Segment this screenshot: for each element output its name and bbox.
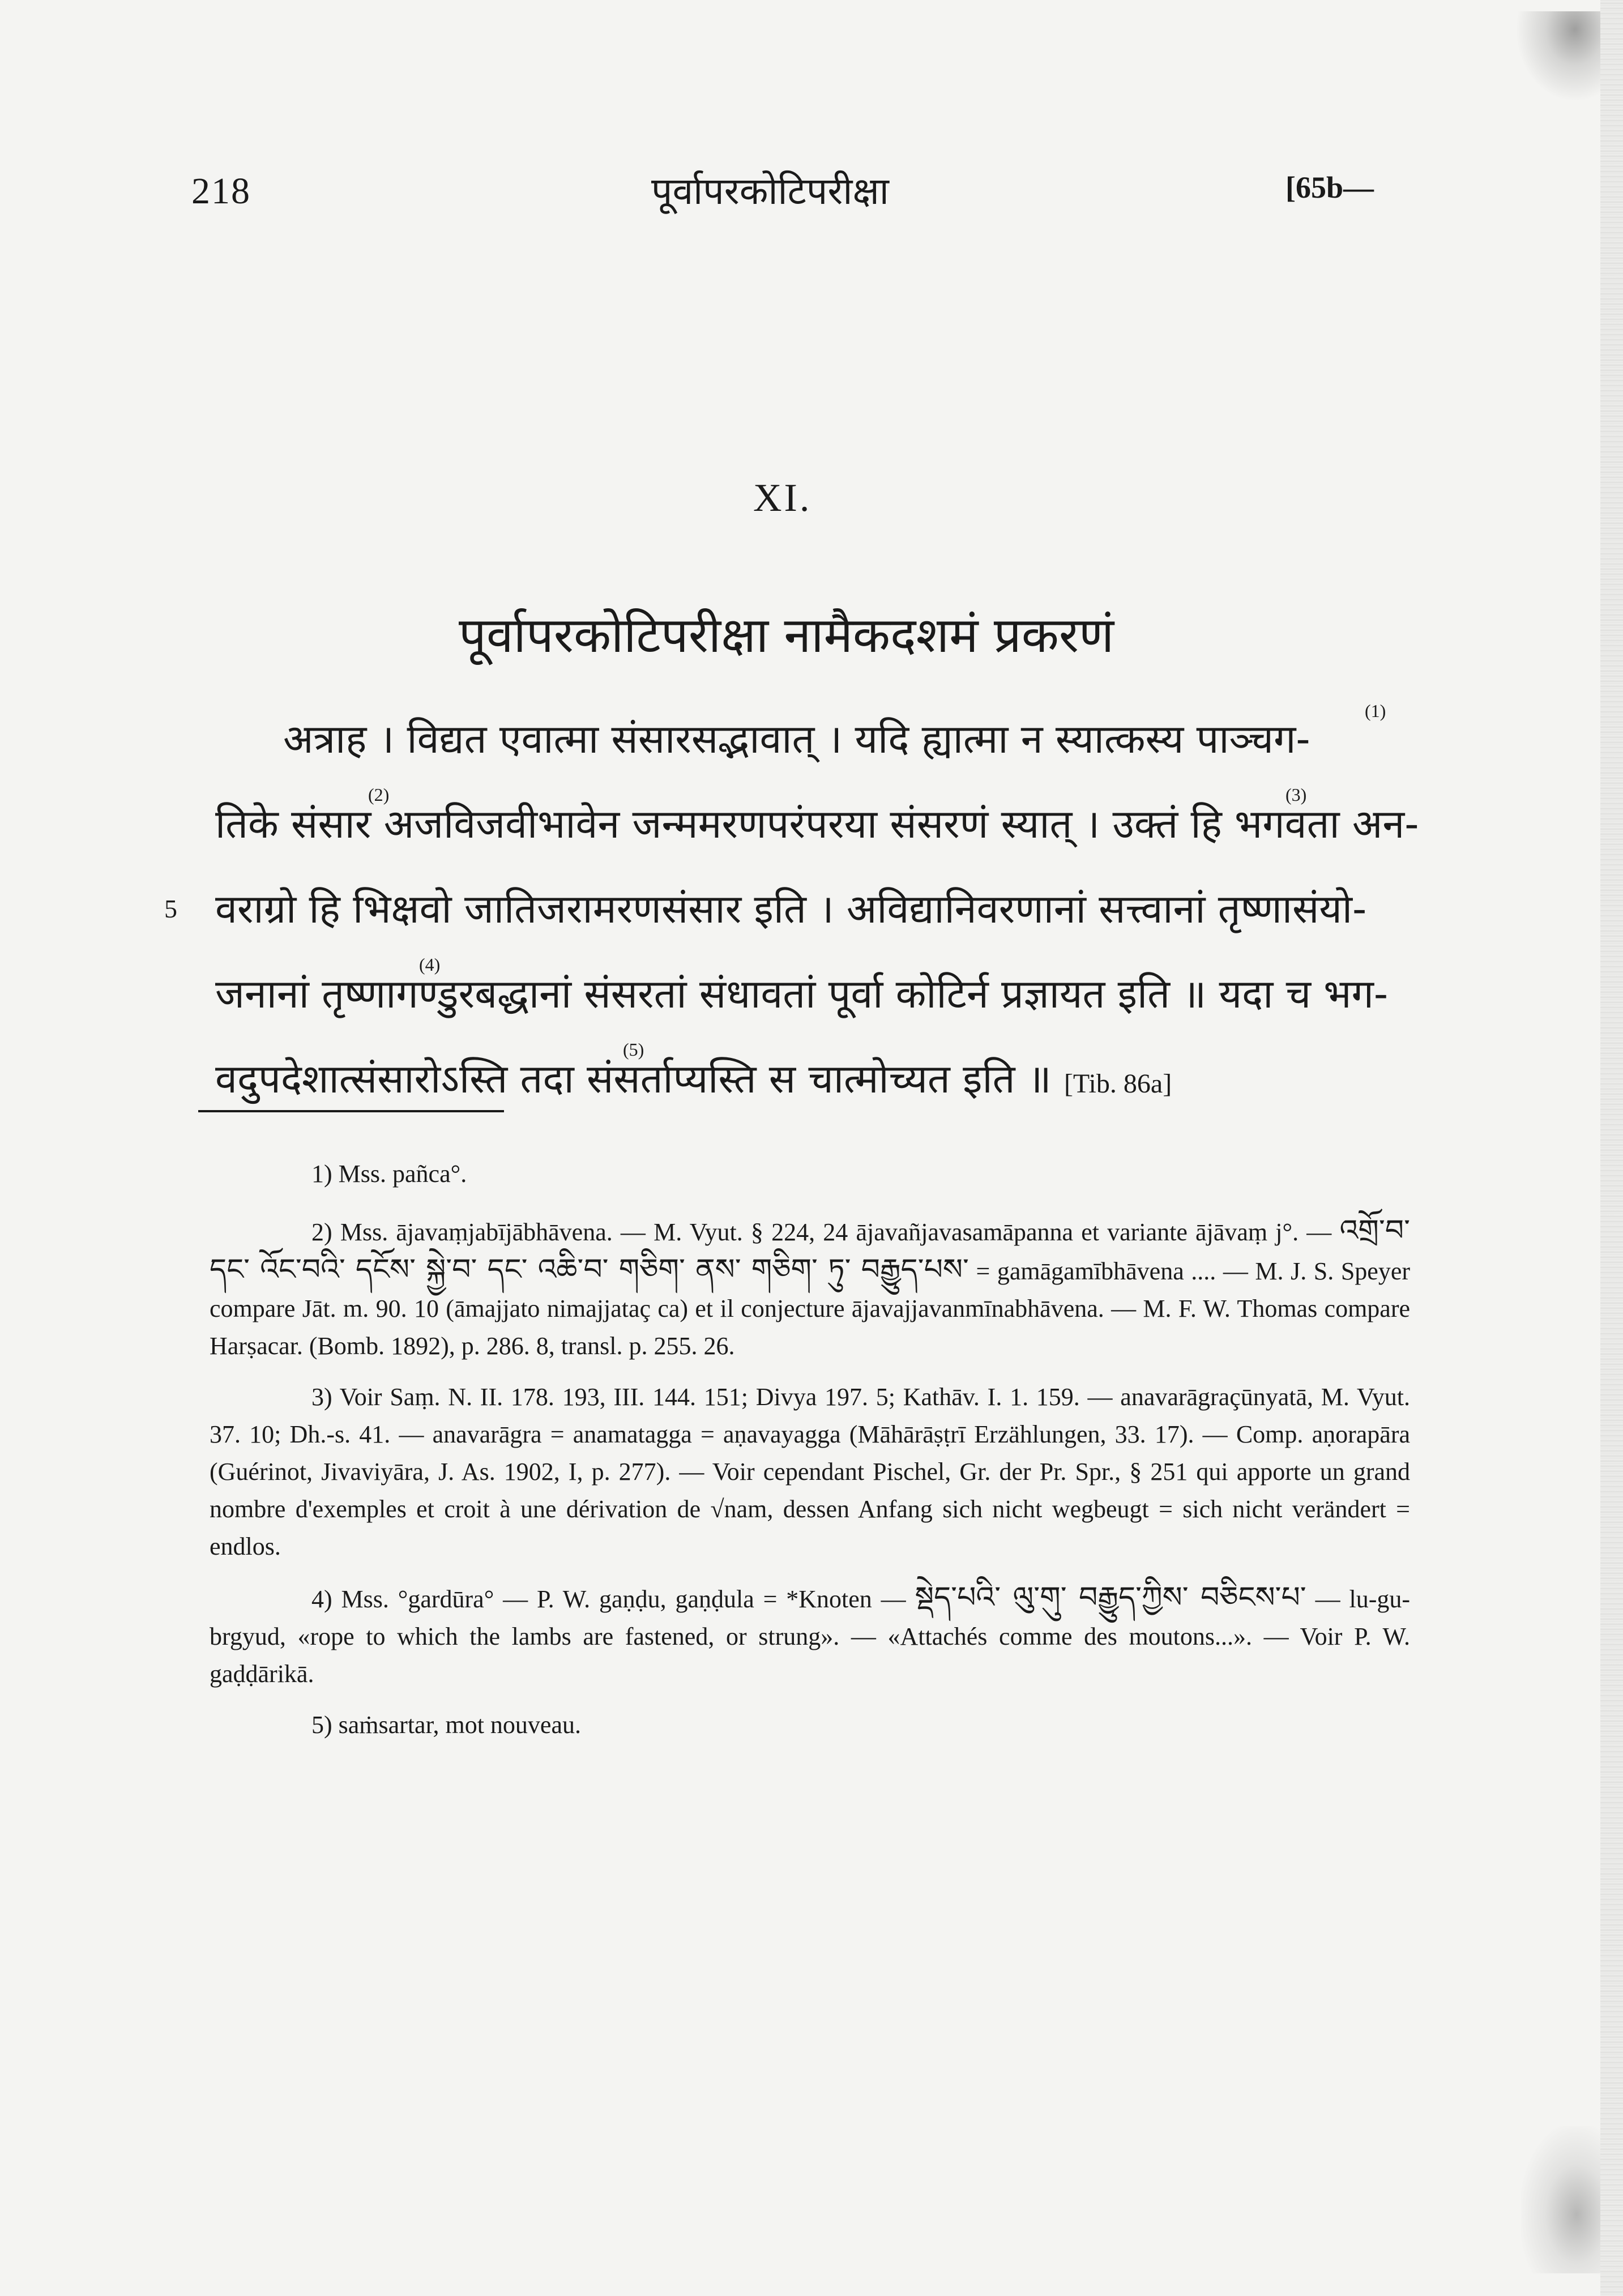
line-number: 5 [164, 894, 177, 923]
sanskrit-line-text-main: वदुपदेशात्संसारोऽस्ति तदा संसर्ताप्यस्ति स चात्मोच्यत इति ॥ [215, 1056, 1052, 1102]
note-mark: (2) [368, 784, 390, 805]
sanskrit-line-text: अत्राह । विद्यत एवात्मा संसारसद्भावात् । यदि ह्यात्मा न स्यात्कस्य पाञ्चग- [283, 716, 1310, 762]
note-mark: (4) [419, 954, 441, 975]
note-mark: (3) [1285, 784, 1307, 805]
footnote-2-part-a: 2) Mss. ājavaṃjabījābhāvena. — M. Vyut. § 224, 24 ājavañjavasamāpanna et variante ājāvaṃ j°. — [311, 1218, 1340, 1246]
sanskrit-line-text [215, 1036, 1172, 1126]
sanskrit-text-block [164, 697, 1450, 1121]
sanskrit-line-text: जनानां तृष्णागण्डुरबद्धानां संसरतां संधावतां पूर्वा कोटिर्न प्रज्ञायत इति ॥ यदा च भग- [215, 971, 1389, 1017]
footnotes [210, 1155, 1410, 1757]
scan-smudge-bottom [1521, 2126, 1600, 2273]
footnote-5: 5) saṁsartar, mot nouveau. [311, 1711, 581, 1739]
tibetan-page-reference: [Tib. 86a] [1064, 1069, 1172, 1099]
footnote-4 [210, 1579, 1410, 1693]
running-title: पूर्वापरकोटिपरीक्षा [651, 169, 889, 213]
footnote-3: 3) Voir Saṃ. N. II. 178. 193, III. 144. 151; Divya 197. 5; Kathāv. I. 1. 159. — anavarāgraçūnyatā, M. Vyut. 37. 10; Dh.-s. 41. — anavarāgra = anamatagga = aṇavayagga (Māhārāṣṭrī Erzählungen, 33. 17). — Comp. aṇorapāra (Guérinot, Jivaviyāra, J. As. 1902, I, p. 277). — Voir cependant Pischel, Gr. der Pr. Spr., § 251 qui apporte un grand nombre d'exemples et croit à une dérivation de √nam, dessen Anfang sich nicht wegbeugt = sich nicht verändert = endlos. [210, 1383, 1410, 1560]
note-mark: (1) [1365, 701, 1386, 721]
footnote-4-part-b: — lu-gu-brgyud, «rope to which the lambs are fastened, or strung». — «Attachés comme des moutons...». — Voir P. W. gaḍḍārikā. [210, 1585, 1410, 1688]
footnote-2-tibetan: འགྲོ་བ་ དང་ འོང་བའི་ དངོས་ སྐྱེ་བ་ དང་ འཆི་བ་ གཅིག་ ནས་ གཅིག་ ཏུ་ བརྒྱུད་པས་ [210, 1214, 1410, 1287]
page-number: 218 [191, 170, 251, 212]
sanskrit-line [164, 867, 1450, 951]
note-mark: (5) [623, 1039, 644, 1060]
sanskrit-line [187, 951, 1450, 1036]
chapter-title: पूर्वापरकोटिपरीक्षा नामैकदशमं प्रकरणं [459, 607, 1114, 664]
footnote-separator [198, 1110, 504, 1112]
sanskrit-line-text: तिके संसार अजविजवीभावेन जन्ममरणपरंपरया संसरणं स्यात् । उक्तं हि भगवता अन- [215, 801, 1419, 847]
footnote-1: 1) Mss. pañca°. [311, 1160, 467, 1188]
footnote-4-part-a: 4) Mss. °gardūra° — P. W. gaṇḍu, gaṇḍula = *Knoten — [311, 1585, 915, 1613]
chapter-number: XI. [753, 476, 812, 520]
folio-reference: [65b— [1285, 170, 1374, 204]
sanskrit-line [187, 1036, 1450, 1121]
footnote-4-tibetan: སྡེད་པའི་ ལུ་གུ་ བརྒྱུད་ཀྱིས་ བཅིངས་པ་ [915, 1581, 1306, 1615]
sanskrit-line [187, 782, 1450, 867]
scan-smudge-top [1515, 11, 1600, 102]
sanskrit-line-text: वराग्रो हि भिक्षवो जातिजरामरणसंसार इति । अविद्यानिवरणानां सत्त्वानां तृष्णासंयो- [215, 886, 1367, 932]
footnote-2-part-b: = gamāgamībhāvena .... — M. J. S. Speyer compare Jāt. m. 90. 10 (āmajjato nimajjataç ca) et il conjecture ājavajjavanmīnabhāvena. — M. F. W. Thomas compare Harṣacar. (Bomb. 1892), p. 286. 8, transl. p. 255. 26. [210, 1257, 1410, 1360]
footnote-2 [210, 1212, 1410, 1365]
page-edge-noise [1600, 0, 1623, 2296]
